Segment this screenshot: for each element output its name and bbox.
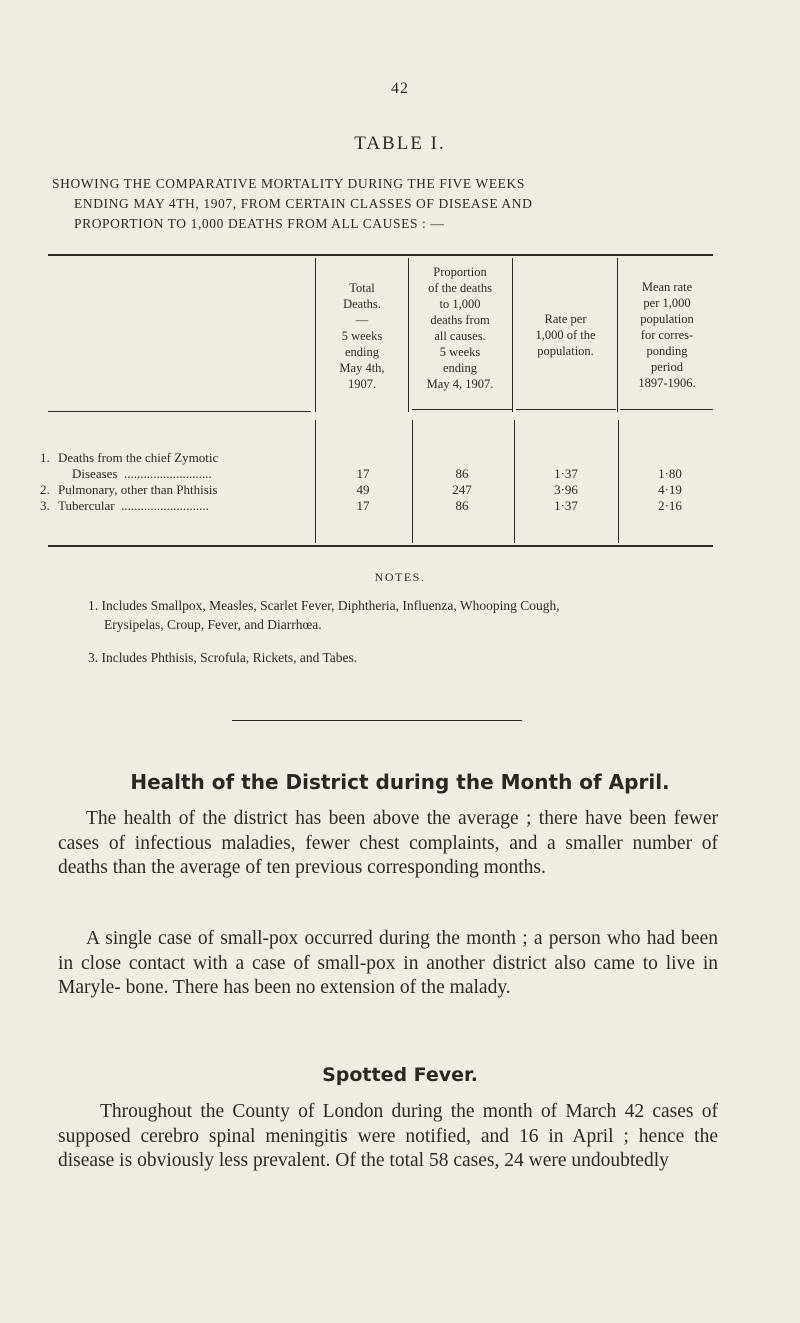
cell-proportion: 86 — [455, 498, 469, 513]
cell-rate: 1·37 — [554, 466, 578, 481]
note-1 — [88, 596, 728, 634]
row-label-line2: Diseases — [72, 466, 118, 481]
row-label: Tubercular — [58, 498, 115, 513]
section-divider — [232, 720, 522, 721]
row-number: 2. — [40, 482, 50, 497]
cell-total: 17 — [356, 498, 370, 513]
cell-total: 17 — [356, 466, 370, 481]
col-divider-body-3 — [514, 420, 515, 543]
row-label-container — [58, 498, 313, 514]
paragraph-spotted-fever: Throughout the County of London during the month of March 42 cases of supposed cerebro spinal meningitis were notified, and 16 in April ; hence the disease is obviously less prevalent. Of the total 58 cases, 24 were undoubtedly — [58, 1101, 718, 1171]
table-top-rule — [48, 254, 713, 256]
section-heading-spotted-fever: Spotted Fever. — [322, 1064, 478, 1086]
header-rate: Rate per 1,000 of the population. — [535, 312, 596, 358]
header-proportion: Proportion of the deaths to 1,000 deaths from all causes. 5 weeks ending May 4, 1907. — [426, 265, 494, 391]
caption-line-3: PROPORTION TO 1,000 DEATHS FROM ALL CAUSES : — — [74, 216, 445, 231]
cell-rate: 1·37 — [554, 498, 578, 513]
header-total-deaths: Total Deaths. — 5 weeks ending May 4th, 1907. — [339, 281, 385, 391]
notes-title: NOTES. — [374, 570, 426, 584]
leader-dots: ........................... — [120, 466, 212, 481]
header-rule-1 — [48, 411, 311, 412]
col-divider-head-4 — [617, 258, 618, 412]
row-label-continued — [72, 466, 312, 482]
cell-total: 49 — [356, 482, 370, 497]
paragraph-health: The health of the district has been above the average ; there have been fewer cases of infectious maladies, fewer chest complaints, and a smaller number of deaths than the average of ten previous corresponding months. — [58, 808, 718, 878]
header-rule-2 — [412, 409, 512, 410]
paragraph-smallpox: A single case of small-pox occurred during the month ; a person who had been in close contact with a case of small-pox in another district also came to live in Maryle- bone. There has been no extension of the malady. — [58, 928, 718, 998]
caption-line-2: ENDING MAY 4TH, 1907, FROM CERTAIN CLASSES OF DISEASE AND — [74, 196, 533, 211]
section-heading-health: Health of the District during the Month of April. — [130, 770, 670, 794]
table-title: TABLE I. — [354, 133, 446, 154]
row-number: 3. — [40, 498, 50, 513]
caption-line-1: SHOWING THE COMPARATIVE MORTALITY DURING THE FIVE WEEKS — [52, 176, 525, 191]
header-mean-rate: Mean rate per 1,000 population for corres- ponding period 1897-1906. — [638, 280, 696, 390]
header-rule-3 — [516, 409, 616, 410]
cell-rate: 3·96 — [554, 482, 578, 497]
cell-mean: 1·80 — [658, 466, 682, 481]
col-divider-head-3 — [512, 258, 513, 412]
col-divider-body-4 — [618, 420, 619, 543]
note-1-line-2: Erysipelas, Croup, Fever, and Diarrhœa. — [104, 617, 322, 632]
note-3: 3. Includes Phthisis, Scrofula, Rickets, and Tabes. — [88, 650, 358, 665]
cell-mean: 4·19 — [658, 482, 682, 497]
page-number: 42 — [391, 80, 409, 97]
cell-proportion: 247 — [452, 482, 472, 497]
row-label: Pulmonary, other than Phthisis — [58, 482, 218, 497]
row-label: Deaths from the chief Zymotic — [58, 450, 219, 465]
row-number: 1. — [40, 450, 50, 465]
table-bottom-rule — [48, 545, 713, 547]
leader-dots: ........................... — [117, 498, 209, 513]
table-caption — [52, 174, 732, 234]
cell-mean: 2·16 — [658, 498, 682, 513]
cell-proportion: 86 — [455, 466, 469, 481]
header-rule-4 — [620, 409, 713, 410]
col-divider-head-1 — [315, 258, 316, 412]
note-1-line-1: 1. Includes Smallpox, Measles, Scarlet Fever, Diphtheria, Influenza, Whooping Cough, — [88, 598, 560, 613]
